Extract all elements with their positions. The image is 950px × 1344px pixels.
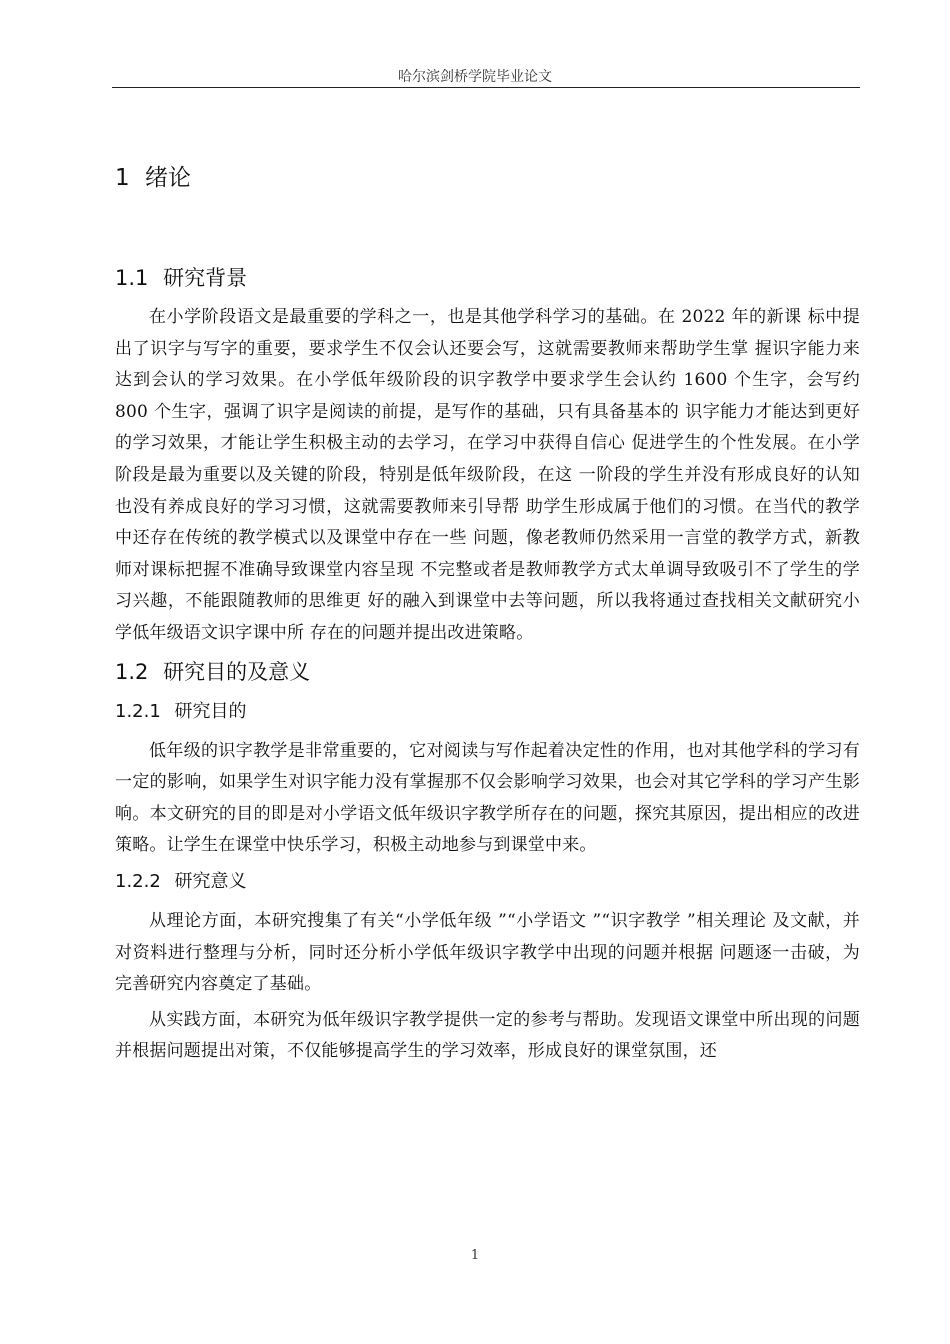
background-paragraph: 在小学阶段语文是最重要的学科之一，也是其他学科学习的基础。在 2022 年的新课 标中提出了识字与写字的重要，要求学生不仅会认还要会写，这就需要教师来帮助学生掌 握识字能力来达到会认的学习效果。在小学低年级阶段的识字教学中要求学生会认约 1600 个生字，会写约 800 个生字，强调了识字是阅读的前提，是写作的基础，只有具备基本的 识字能力才能达到更好的学习效果，才能让学生积极主动的去学习，在学习中获得自信心 促进学生的个性发展。在小学阶段是最为重要以及关键的阶段，特别是低年级阶段，在这 一阶段的学生并没有形成良好的认知也没有养成良好的学习习惯，这就需要教师来引导帮 助学生形成属于他们的习惯。在当代的教学中还存在传统的教学模式以及课堂中存在一些 问题，像老教师仍然采用一言堂的教学方式，新教师对课标把握不准确导致课堂内容呈现 不完整或者是教师教学方式太单调导致吸引不了学生的学习兴趣，不能跟随教师的思维更 好的融入到课堂中去等问题，所以我将通过查找相关文献研究小学低年级语文识字课中所 存在的问题并提出改进策略。 xyxy=(115,307,860,643)
subsection-heading-1-2-1 xyxy=(115,696,860,728)
section-heading-1-2 xyxy=(115,654,860,690)
section-title: 研究目的及意义 xyxy=(163,659,311,684)
significance-theory-paragraph: 从理论方面，本研究搜集了有关“小学低年级 ”“小学语文 ”“识字教学 ”相关理论 及文献，并对资料进行整理与分析，同时还分析小学低年级识字教学中出现的问题并根据 问题逐一击破，为完善研究内容奠定了基础。 xyxy=(115,910,860,995)
subsection-number: 1.2.2 xyxy=(115,870,161,892)
significance-practice-paragraph: 从实践方面，本研究为低年级识字教学提供一定的参考与帮助。发现语文课堂中所出现的问题并根据问题提出对策，不仅能够提高学生的学习效率，形成良好的课堂氛围，还 xyxy=(115,1009,860,1062)
section-number: 1.1 xyxy=(115,266,149,290)
page-body xyxy=(115,160,860,1072)
chapter-title: 绪论 xyxy=(144,165,191,191)
subsection-title: 研究意义 xyxy=(174,870,247,892)
section-title: 研究背景 xyxy=(163,266,248,290)
purpose-paragraph: 低年级的识字教学是非常重要的，它对阅读与写作起着决定性的作用，也对其他学科的学习有一定的影响，如果学生对识字能力没有掌握那不仅会影响学习效果，也会对其它学科的学习产生影响。本文研究的目的即是对小学语文低年级识字教学所存在的问题，探究其原因，提出相应的改进策略。让学生在课堂中快乐学习，积极主动地参与到课堂中来。 xyxy=(115,740,860,856)
subsection-title: 研究目的 xyxy=(174,700,247,722)
chapter-number: 1 xyxy=(115,165,130,191)
chapter-heading xyxy=(115,160,860,196)
subsection-number: 1.2.1 xyxy=(115,700,161,722)
subsection-heading-1-2-2 xyxy=(115,866,860,898)
page-number: 1 xyxy=(470,1248,480,1263)
running-header: 哈尔滨剑桥学院毕业论文 xyxy=(398,69,552,85)
header-rule xyxy=(112,87,860,88)
section-heading-1-1 xyxy=(115,260,860,296)
section-number: 1.2 xyxy=(115,659,149,684)
